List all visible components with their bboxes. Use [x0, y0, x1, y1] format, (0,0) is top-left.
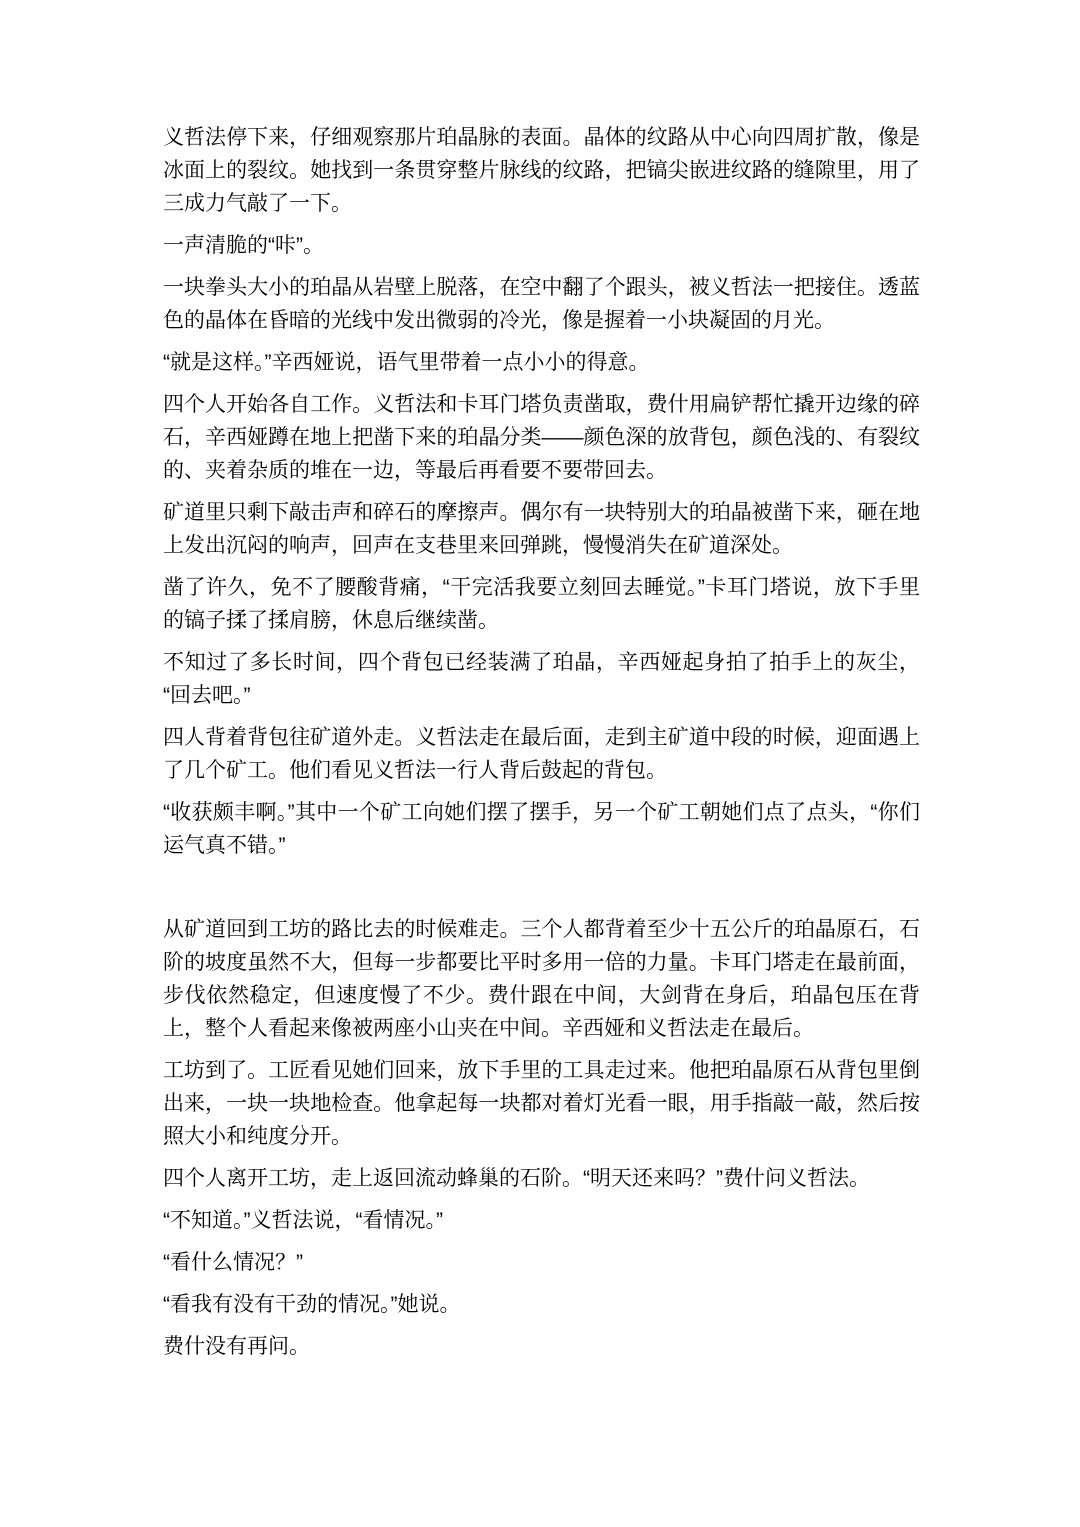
section-break [163, 871, 920, 913]
paragraph: 费什没有再问。 [163, 1335, 310, 1358]
text-content [163, 121, 920, 1372]
paragraph: “看什么情况？” [163, 1251, 303, 1274]
paragraph: 从矿道回到工坊的路比去的时候难走。三个人都背着至少十五公斤的珀晶原石，石阶的坡度虽然不大，但每一步都要比平时多用一倍的力量。卡耳门塔走在最前面，步伐依然稳定，但速度慢了不少。费什跟在中间，大剑背在身后，珀晶包压在背上，整个人看起来像被两座小山夹在中间。辛西娅和义哲法走在最后。 [163, 918, 920, 1040]
paragraph: 四个人开始各自工作。义哲法和卡耳门塔负责凿取，费什用扁铲帮忙撬开边缘的碎石，辛西娅蹲在地上把凿下来的珀晶分类——颜色深的放背包，颜色浅的、有裂纹的、夹着杂质的堆在一边，等最后再看要不要带回去。 [163, 393, 920, 482]
paragraph: 一声清脆的“咔”。 [163, 234, 324, 257]
section-2 [163, 913, 920, 1363]
paragraph: “收获颇丰啊。”其中一个矿工向她们摆了摆手，另一个矿工朝她们点了点头，“你们运气真不错。” [163, 801, 920, 857]
section-1 [163, 121, 920, 862]
paragraph: “看我有没有干劲的情况。”她说。 [163, 1293, 461, 1316]
paragraph: 凿了许久，免不了腰酸背痛，“干完活我要立刻回去睡觉。”卡耳门塔说，放下手里的镐子揉了揉肩膀，休息后继续凿。 [163, 576, 920, 632]
paragraph: 不知过了多长时间，四个背包已经装满了珀晶，辛西娅起身拍了拍手上的灰尘，“回去吧。” [163, 651, 920, 707]
paragraph: 四个人离开工坊，走上返回流动蜂巢的石阶。“明天还来吗？”费什问义哲法。 [163, 1167, 870, 1190]
paragraph: 四人背着背包往矿道外走。义哲法走在最后面，走到主矿道中段的时候，迎面遇上了几个矿工。他们看见义哲法一行人背后鼓起的背包。 [163, 726, 920, 782]
paragraph: 工坊到了。工匠看见她们回来，放下手里的工具走过来。他把珀晶原石从背包里倒出来，一块一块地检查。他拿起每一块都对着灯光看一眼，用手指敲一敲，然后按照大小和纯度分开。 [163, 1059, 920, 1148]
paragraph: 矿道里只剩下敲击声和碎石的摩擦声。偶尔有一块特别大的珀晶被凿下来，砸在地上发出沉闷的响声，回声在支巷里来回弹跳，慢慢消失在矿道深处。 [163, 501, 920, 557]
paragraph: 义哲法停下来，仔细观察那片珀晶脉的表面。晶体的纹路从中心向四周扩散，像是冰面上的裂纹。她找到一条贯穿整片脉线的纹路，把镐尖嵌进纹路的缝隙里，用了三成力气敲了一下。 [163, 126, 920, 215]
paragraph: 一块拳头大小的珀晶从岩壁上脱落，在空中翻了个跟头，被义哲法一把接住。透蓝色的晶体在昏暗的光线中发出微弱的冷光，像是握着一小块凝固的月光。 [163, 276, 920, 332]
paragraph: “不知道。”义哲法说，“看情况。” [163, 1209, 443, 1232]
paragraph: “就是这样。”辛西娅说，语气里带着一点小小的得意。 [163, 351, 650, 374]
